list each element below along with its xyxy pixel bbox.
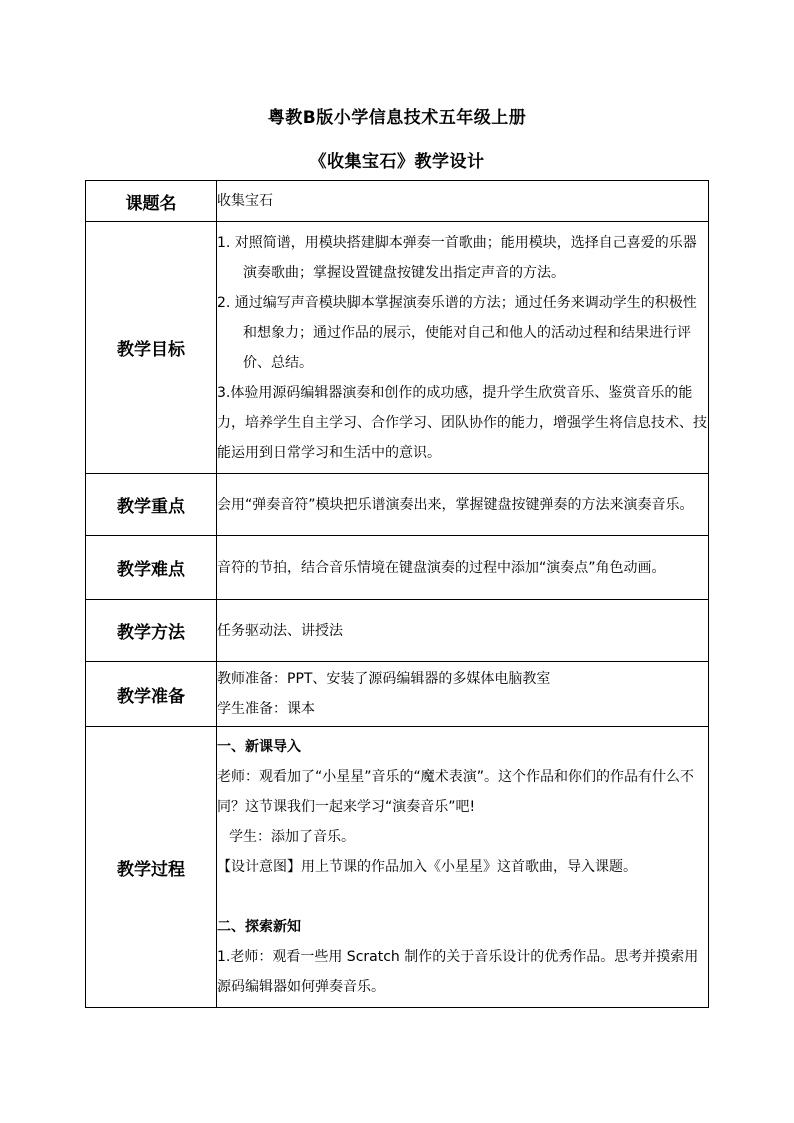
section-heading: 一、新课导入 (217, 739, 301, 755)
preparation-content (217, 662, 709, 727)
lesson-plan-table (85, 180, 709, 1008)
row-label-objectives: 教学目标 (86, 222, 217, 474)
table-row (86, 181, 709, 222)
objectives-content (217, 222, 709, 474)
table-row (86, 727, 709, 1008)
table-row (86, 474, 709, 536)
teacher-preparation: 教师准备：PPT、安装了源码编辑器的多媒体电脑教室 (217, 671, 551, 687)
objective-item: 1. 对照简谱，用模块搭建脚本弹奏一首歌曲；能用模块，选择自己喜爱的乐器演奏歌曲；掌握设置键盘按键发出指定声音的方法。 (217, 234, 697, 281)
row-label-preparation: 教学准备 (86, 662, 217, 727)
row-label-process: 教学过程 (86, 727, 217, 1008)
process-paragraph: 学生：添加了音乐。 (229, 829, 355, 845)
document-title: 粤教B版小学信息技术五年级上册 (267, 108, 527, 128)
section-heading: 二、探索新知 (217, 919, 301, 935)
row-label-key-points: 教学重点 (86, 474, 217, 536)
key-points-value: 会用“弹奏音符”模块把乐谱演奏出来，掌握键盘按键弹奏的方法来演奏音乐。 (217, 474, 709, 536)
process-content (217, 727, 709, 1008)
process-paragraph: 【设计意图】用上节课的作品加入《小星星》这首歌曲，导入课题。 (217, 859, 637, 875)
methods-value: 任务驱动法、讲授法 (217, 600, 709, 662)
topic-value: 收集宝石 (217, 181, 709, 222)
row-label-topic: 课题名 (86, 181, 217, 222)
objective-item: 2. 通过编写声音模块脚本掌握演奏乐谱的方法；通过任务来调动学生的积极性和想象力；通过作品的展示，使能对自己和他人的活动过程和结果进行评价、总结。 (217, 294, 697, 371)
blank-line (217, 882, 708, 912)
table-row (86, 600, 709, 662)
row-label-methods: 教学方法 (86, 600, 217, 662)
objective-item: 3.体验用源码编辑器演奏和创作的成功感，提升学生欣赏音乐、鉴赏音乐的能力，培养学生自主学习、合作学习、团队协作的能力，增强学生将信息技术、技能运用到日常学习和生活中的意识。 (217, 384, 707, 461)
row-label-difficulties: 教学难点 (86, 536, 217, 600)
document-subtitle: 《收集宝石》教学设计 (309, 152, 485, 172)
table-row (86, 536, 709, 600)
table-row (86, 662, 709, 727)
process-paragraph: 1.老师：观看一些用 Scratch 制作的关于音乐设计的优秀作品。思考并摸索用源码编辑器如何弹奏音乐。 (217, 949, 699, 995)
table-row (86, 222, 709, 474)
process-paragraph: 老师：观看加了“小星星”音乐的“魔术表演”。这个作品和你们的作品有什么不同？这节课我们一起来学习“演奏音乐”吧! (217, 769, 695, 815)
student-preparation: 学生准备：课本 (217, 701, 315, 717)
difficulties-value: 音符的节拍，结合音乐情境在键盘演奏的过程中添加“演奏点”角色动画。 (217, 536, 709, 600)
